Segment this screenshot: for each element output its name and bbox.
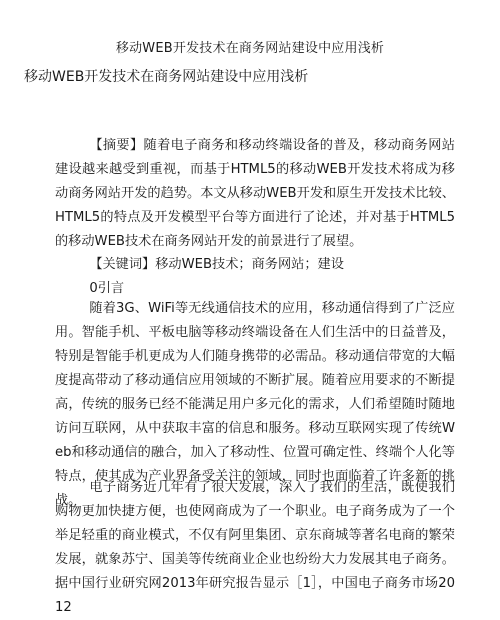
intro-heading: 0引言 (89, 281, 125, 296)
document-subtitle: 移动WEB开发技术在商务网站建设中应用浅析 (24, 69, 309, 85)
body-paragraph-2: 电子商务近几年有了很大发展，深入了我们的生活，既使我们购物更加快捷方便，也使网商成为了一个职业。电子商务成为了一个举足轻重的商业模式，不仅有阿里集团、京东商城等著名电商的繁荣发展，就象苏宁、国美等传统商业企业也纷纷大力发展其电子商务。据中国行业研究网2013年研究报告显示［1］，中国电子商务市场2012 (55, 480, 455, 615)
body-paragraph-1: 随着3G、WiFi等无线通信技术的应用，移动通信得到了广泛应用。智能手机、平板电脑等移动终端设备在人们生活中的日益普及，特别是智能手机更成为人们随身携带的必需品。移动通信带宽的大幅度提高带动了移动通信应用领域的不断扩展。随着应用要求的不断提高，传统的服务已经不能满足用户多元化的需求，人们希望随时随地访问互联网，从中获取丰富的信息和服务。移动互联网实现了传统Web和移动通信的融合，加入了移动性、位置可确定性、终端个人化等特点，使其成为产业界备受关注的领域，同时也面临着了许多新的挑战。 (55, 301, 455, 508)
keywords-paragraph: 【关键词】移动WEB技术；商务网站；建设 (89, 257, 344, 272)
document-title: 移动WEB开发技术在商务网站建设中应用浅析 (115, 41, 385, 56)
abstract-paragraph: 【摘要】随着电子商务和移动终端设备的普及，移动商务网站建设越来越受到重视，而基于HTML5的移动WEB开发技术将成为移动商务网站开发的趋势。本文从移动WEB开发和原生开发技术比较、HTML5的特点及开发模型平台等方面进行了论述，并对基于HTML5的移动WEB技术在商务网站开发的前景进行了展望。 (55, 138, 455, 249)
